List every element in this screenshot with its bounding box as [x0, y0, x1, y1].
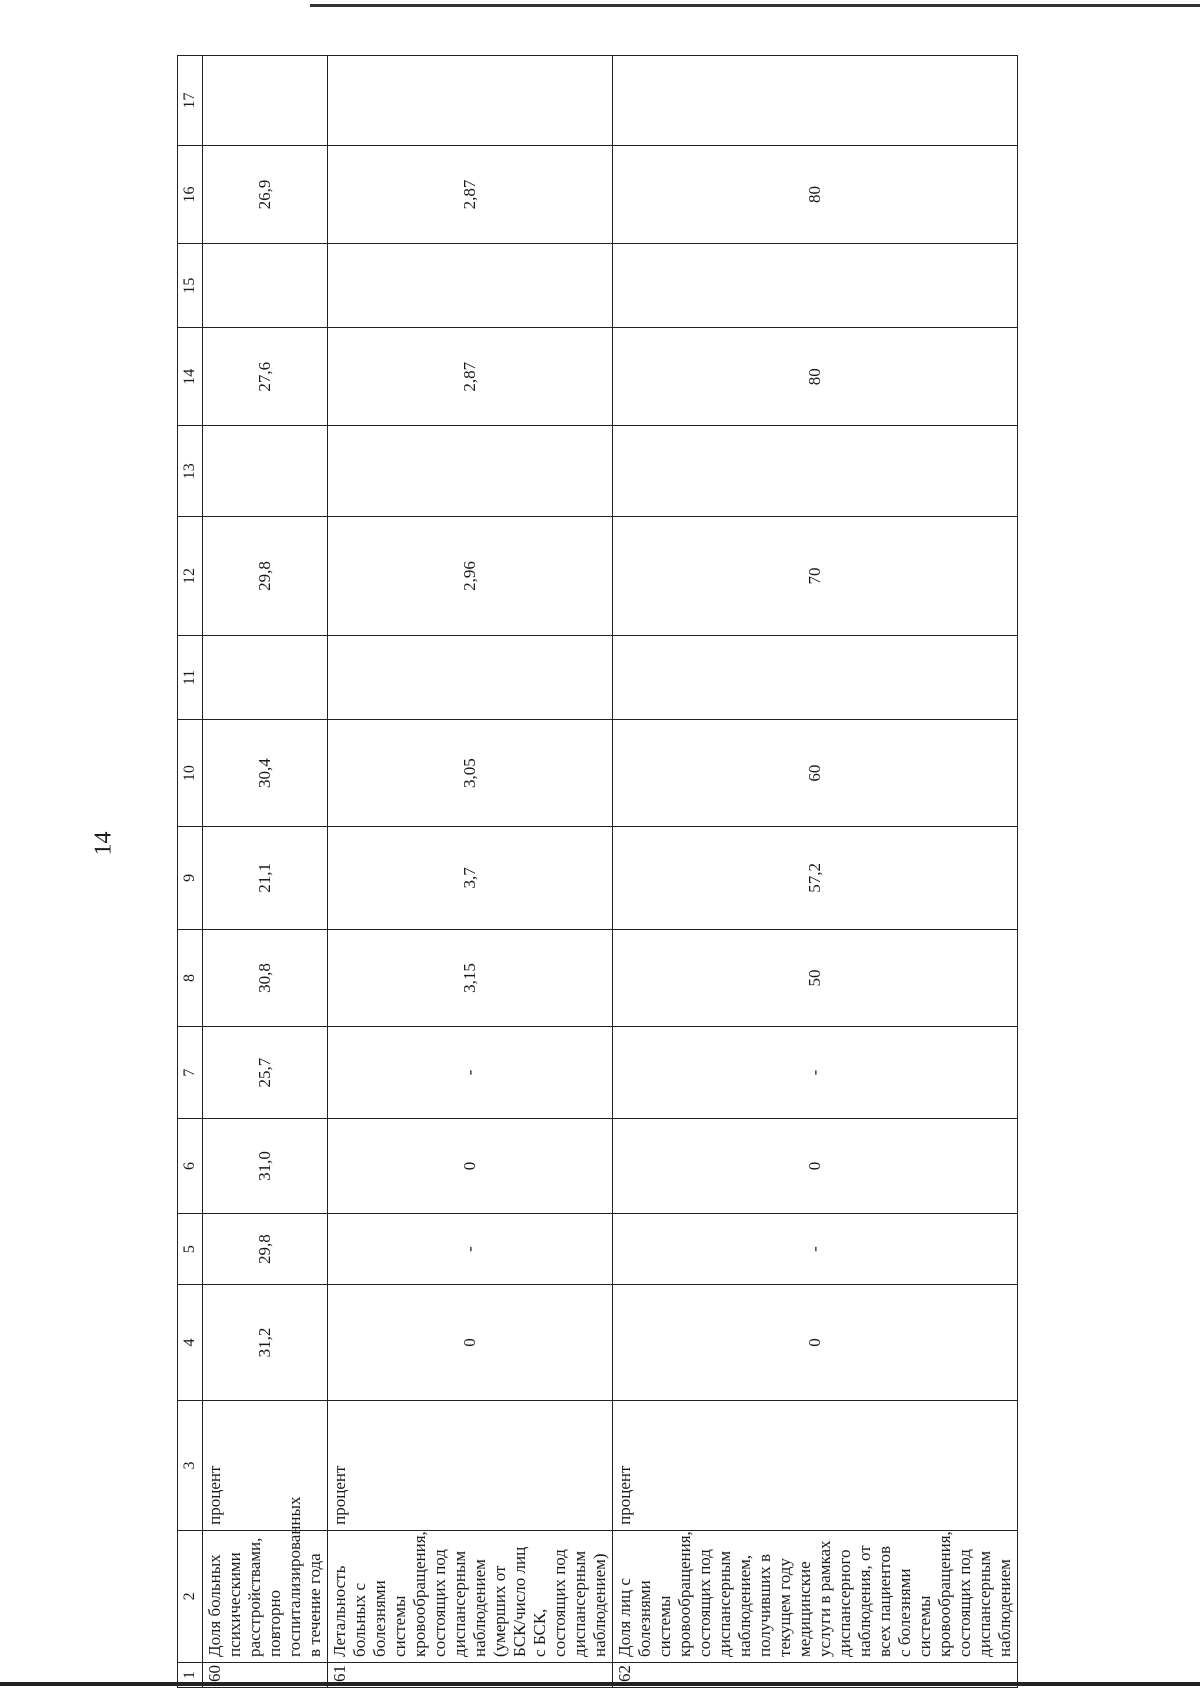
header-cell: 3	[178, 1401, 203, 1531]
value-cell: 2,87	[328, 146, 613, 244]
value-cell: 3,05	[328, 720, 613, 827]
header-cell: 13	[178, 426, 203, 517]
value-cell: -	[328, 1214, 613, 1285]
table-row	[613, 56, 1018, 1688]
header-cell: 5	[178, 1214, 203, 1285]
value-cell: 3,7	[328, 827, 613, 929]
header-cell: 2	[178, 1530, 203, 1662]
value-cell: 29,8	[203, 1214, 328, 1285]
value-cell: 80	[613, 328, 1018, 426]
header-cell: 16	[178, 146, 203, 244]
value-cell	[613, 244, 1018, 328]
scan-edge-bottom	[0, 1682, 1200, 1686]
value-cell	[203, 426, 328, 517]
value-cell: 2,87	[328, 328, 613, 426]
value-cell: 80	[613, 146, 1018, 244]
header-cell: 9	[178, 827, 203, 929]
header-cell: 15	[178, 244, 203, 328]
indicator-name: Доля лиц с болезнями системы кровообращения, состоящих под диспансерным наблюдением, получивших в текущем году медицинские услуги в рамках диспансерного наблюдения, от всех пациентов с болезнями системы кровообращения, состоящих под диспансерным наблюдением	[613, 1530, 1018, 1662]
header-cell: 6	[178, 1118, 203, 1214]
row-number: 62	[613, 1662, 1018, 1687]
scan-edge-top	[310, 4, 1200, 7]
unit-cell: процент	[203, 1401, 328, 1531]
header-cell: 10	[178, 720, 203, 827]
value-cell	[203, 635, 328, 719]
value-cell	[613, 635, 1018, 719]
value-cell: 70	[613, 517, 1018, 635]
page-number: 14	[90, 831, 117, 856]
header-cell: 4	[178, 1284, 203, 1400]
value-cell: 30,8	[203, 929, 328, 1027]
value-cell: 25,7	[203, 1027, 328, 1118]
value-cell: 27,6	[203, 328, 328, 426]
header-row	[178, 56, 203, 1688]
header-cell: 17	[178, 56, 203, 146]
value-cell: 2,96	[328, 517, 613, 635]
row-number: 61	[328, 1662, 613, 1687]
value-cell: 0	[328, 1284, 613, 1400]
value-cell: 29,8	[203, 517, 328, 635]
value-cell	[328, 56, 613, 146]
indicator-name: Доля больных психическими расстройствами, повторно госпитализированных в течение года	[203, 1530, 328, 1662]
value-cell	[328, 426, 613, 517]
indicator-table	[177, 55, 1018, 1688]
value-cell: 0	[613, 1118, 1018, 1214]
value-cell	[203, 244, 328, 328]
indicator-name: Летальность больных с болезнями системы кровообращения, состоящих под диспансерным наблюдением (умерших от БСК/число лиц с БСК, состоящих под диспансерным наблюдением)	[328, 1530, 613, 1662]
value-cell	[328, 635, 613, 719]
header-cell: 1	[178, 1662, 203, 1687]
value-cell: 21,1	[203, 827, 328, 929]
header-cell: 7	[178, 1027, 203, 1118]
value-cell	[203, 56, 328, 146]
header-cell: 14	[178, 328, 203, 426]
value-cell: -	[613, 1214, 1018, 1285]
value-cell: 50	[613, 929, 1018, 1027]
value-cell: 31,2	[203, 1284, 328, 1400]
rotated-table-wrapper	[177, 55, 1014, 1688]
value-cell: 0	[613, 1284, 1018, 1400]
unit-cell: процент	[613, 1401, 1018, 1531]
table-row	[328, 56, 613, 1688]
value-cell: -	[613, 1027, 1018, 1118]
value-cell: 3,15	[328, 929, 613, 1027]
row-number: 60	[203, 1662, 328, 1687]
value-cell	[613, 56, 1018, 146]
value-cell: 0	[328, 1118, 613, 1214]
value-cell: 30,4	[203, 720, 328, 827]
unit-cell: процент	[328, 1401, 613, 1531]
header-cell: 12	[178, 517, 203, 635]
table-row	[203, 56, 328, 1688]
value-cell	[328, 244, 613, 328]
value-cell	[613, 426, 1018, 517]
value-cell: 60	[613, 720, 1018, 827]
value-cell: 57,2	[613, 827, 1018, 929]
header-cell: 11	[178, 635, 203, 719]
value-cell: 26,9	[203, 146, 328, 244]
value-cell: -	[328, 1027, 613, 1118]
value-cell: 31,0	[203, 1118, 328, 1214]
header-cell: 8	[178, 929, 203, 1027]
